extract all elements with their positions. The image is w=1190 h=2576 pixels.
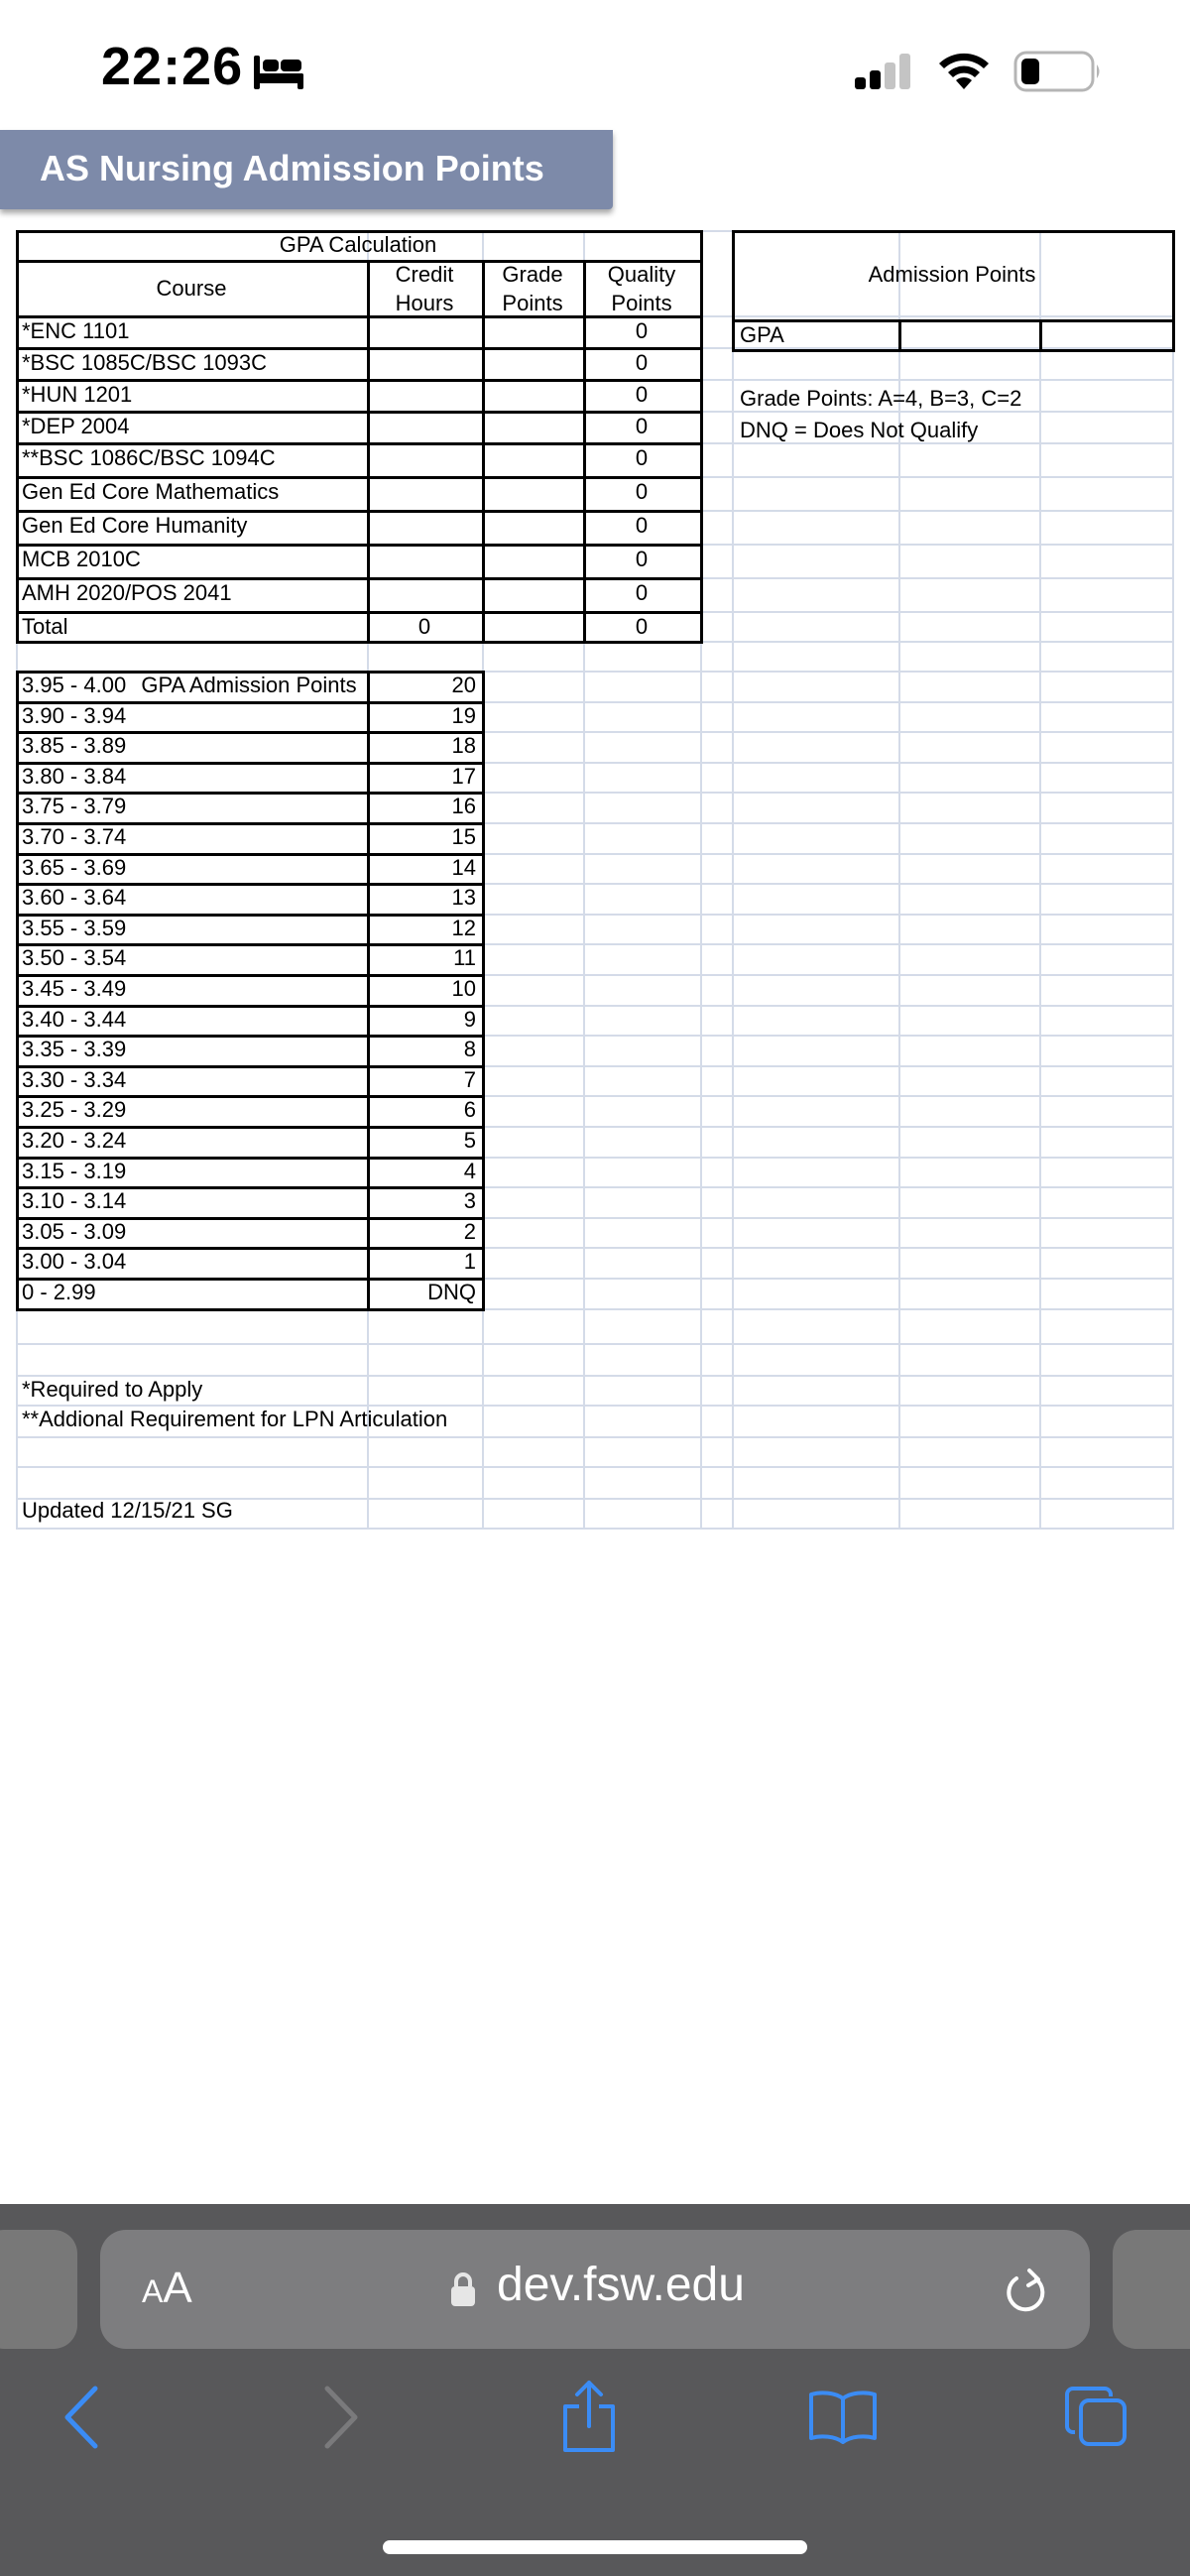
gpa-range: 0 - 2.99	[22, 1280, 96, 1304]
quality-points-cell: 0	[635, 382, 649, 407]
quality-points-cell: 0	[635, 479, 649, 504]
gridline	[16, 1466, 1174, 1468]
table-border	[732, 349, 1175, 352]
admission-points-value: 8	[463, 1037, 476, 1061]
table-border	[1039, 319, 1042, 352]
previous-tab-preview[interactable]	[0, 2230, 77, 2349]
gpa-admission-points-title: GPA Admission Points	[141, 673, 357, 697]
share-icon[interactable]	[559, 2379, 619, 2454]
header-credit: Credit	[395, 262, 454, 287]
gpa-range: 3.10 - 3.14	[22, 1188, 127, 1213]
grade-points-note: Grade Points: A=4, B=3, C=2	[740, 386, 1022, 411]
admission-points-value: 2	[463, 1219, 476, 1244]
admission-points-value: 12	[451, 916, 476, 940]
table-border	[700, 230, 703, 644]
table-border	[732, 230, 735, 352]
status-time: 22:26	[101, 37, 244, 96]
gridline	[16, 1528, 1174, 1530]
back-icon[interactable]	[60, 2383, 103, 2452]
footnote-required: *Required to Apply	[22, 1377, 203, 1402]
course-name: *BSC 1085C/BSC 1093C	[22, 350, 268, 375]
course-name: *DEP 2004	[22, 414, 130, 438]
reload-icon[interactable]	[1003, 2266, 1050, 2317]
lock-icon	[449, 2271, 477, 2307]
header-quality: Quality	[607, 262, 676, 287]
header-quality-points: Points	[611, 291, 672, 315]
gridline	[16, 1436, 1174, 1438]
table-border	[732, 230, 1175, 233]
tabs-icon[interactable]	[1063, 2385, 1129, 2448]
table-border	[16, 641, 703, 644]
admission-points-value: 15	[451, 824, 476, 849]
admission-points-value: 14	[451, 855, 476, 880]
admission-points-value: DNQ	[427, 1280, 476, 1304]
text-size-big-a: A	[163, 2264, 192, 2312]
footnote-additional: **Addional Requirement for LPN Articulation	[22, 1407, 448, 1431]
admission-points-value: 5	[463, 1128, 476, 1153]
gpa-range: 3.85 - 3.89	[22, 733, 127, 758]
sheet-tab-title: AS Nursing Admission Points	[40, 148, 544, 188]
admission-points-value: 11	[453, 945, 476, 970]
gridline	[732, 230, 734, 1528]
admission-points-title: Admission Points	[868, 262, 1036, 287]
admission-points-value: 20	[451, 673, 476, 697]
admission-points-value: 9	[463, 1007, 476, 1032]
course-name: Gen Ed Core Humanity	[22, 513, 248, 538]
dnq-note: DNQ = Does Not Qualify	[740, 418, 979, 442]
admission-points-value: 4	[463, 1159, 476, 1183]
quality-points-cell: 0	[635, 414, 649, 438]
gridline	[1172, 230, 1174, 1528]
gpa-range: 3.40 - 3.44	[22, 1007, 127, 1032]
sheet-tab[interactable]	[0, 130, 613, 209]
admission-points-value: 6	[463, 1097, 476, 1122]
quality-points-cell: 0	[635, 513, 649, 538]
admission-points-value: 7	[463, 1067, 476, 1092]
table-border	[482, 260, 485, 644]
gpa-range: 3.45 - 3.49	[22, 976, 127, 1001]
admission-points-value: 18	[451, 733, 476, 758]
bookmarks-icon[interactable]	[807, 2389, 879, 2444]
admission-points-value: 1	[463, 1249, 476, 1274]
gpa-range: 3.50 - 3.54	[22, 945, 127, 970]
gpa-range: 3.35 - 3.39	[22, 1037, 127, 1061]
updated-note: Updated 12/15/21 SG	[22, 1498, 233, 1523]
gpa-range: 3.95 - 4.00	[22, 673, 127, 697]
table-border	[16, 1308, 485, 1311]
gpa-range: 3.05 - 3.09	[22, 1219, 127, 1244]
header-grade: Grade	[502, 262, 563, 287]
admission-points-value: 16	[451, 794, 476, 818]
gpa-calc-title: GPA Calculation	[279, 232, 437, 257]
course-name: *HUN 1201	[22, 382, 133, 407]
gpa-range: 3.30 - 3.34	[22, 1067, 127, 1092]
admission-points-value: 10	[451, 976, 476, 1001]
home-indicator	[383, 2540, 807, 2554]
forward-icon[interactable]	[319, 2383, 363, 2452]
text-size-small-a: A	[142, 2273, 164, 2309]
quality-points-cell: 0	[635, 580, 649, 605]
quality-points-cell: 0	[635, 445, 649, 470]
course-name: MCB 2010C	[22, 547, 141, 571]
next-tab-preview[interactable]	[1113, 2230, 1190, 2349]
gpa-range: 3.00 - 3.04	[22, 1249, 127, 1274]
gpa-range: 3.75 - 3.79	[22, 794, 127, 818]
course-name: *ENC 1101	[22, 318, 130, 343]
gpa-range: 3.90 - 3.94	[22, 703, 127, 728]
quality-points-cell: 0	[635, 547, 649, 571]
table-border	[898, 319, 901, 352]
gpa-range: 3.65 - 3.69	[22, 855, 127, 880]
gridline	[16, 1343, 1174, 1345]
table-border	[1172, 230, 1175, 352]
header-course: Course	[156, 276, 227, 301]
table-border	[482, 671, 485, 1311]
admission-points-value: 3	[463, 1188, 476, 1213]
table-border	[16, 671, 19, 1311]
admission-points-value: 19	[451, 703, 476, 728]
quality-points-cell: 0	[635, 350, 649, 375]
admission-points-value: 13	[451, 885, 476, 910]
text-size-button[interactable]	[142, 2264, 192, 2313]
admission-points-value: 17	[451, 764, 476, 789]
total-credit-hours: 0	[417, 614, 431, 639]
gpa-range: 3.25 - 3.29	[22, 1097, 127, 1122]
table-border	[367, 260, 370, 644]
quality-points-cell: 0	[635, 318, 649, 343]
total-label: Total	[22, 614, 68, 639]
gpa-range: 3.70 - 3.74	[22, 824, 127, 849]
total-quality-points: 0	[635, 614, 649, 639]
gpa-range: 3.60 - 3.64	[22, 885, 127, 910]
course-name: **BSC 1086C/BSC 1094C	[22, 445, 276, 470]
header-grade-points: Points	[502, 291, 563, 315]
course-name: AMH 2020/POS 2041	[22, 580, 232, 605]
gpa-range: 3.15 - 3.19	[22, 1159, 127, 1183]
gpa-range: 3.20 - 3.24	[22, 1128, 127, 1153]
header-hours: Hours	[395, 291, 454, 315]
url-text: dev.fsw.edu	[497, 2259, 745, 2311]
course-name: Gen Ed Core Mathematics	[22, 479, 280, 504]
gpa-label: GPA	[740, 322, 784, 347]
gpa-range: 3.80 - 3.84	[22, 764, 127, 789]
gpa-range: 3.55 - 3.59	[22, 916, 127, 940]
address-bar[interactable]	[100, 2230, 1090, 2349]
